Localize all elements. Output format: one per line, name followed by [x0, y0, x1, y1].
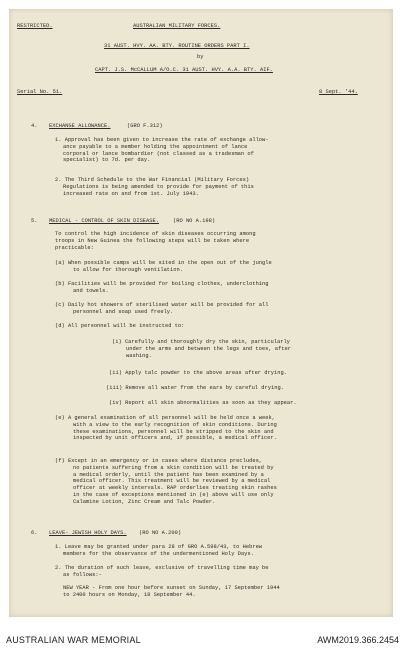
s6-p2-line: as follows:-	[63, 571, 102, 578]
s5-item-f	[55, 458, 277, 506]
order-date: 8 Sept. '44.	[319, 89, 358, 95]
document-page	[9, 9, 393, 617]
section-5-title: MEDICAL - CONTROL OF SKIN DISEASE.	[49, 218, 159, 224]
section-4-title: EXCHANGE ALLOWANCE.	[49, 123, 111, 129]
s5-f-line: a medical orderly, until the patient has been examined by a	[73, 471, 264, 478]
s4-p1-line: corporal or lance bombardier (not classed as a tradesman of	[63, 150, 254, 157]
s6-para-1	[55, 544, 262, 558]
archive-id: AWM2019.366.2454	[317, 635, 399, 645]
s5-f-line: Calamine Lotion, Zinc Cream and Talc Powder.	[73, 498, 216, 505]
s5-c-line: personnel and soap used freely.	[73, 308, 174, 315]
force-title: AUSTRALIAN MILITARY FORCES.	[133, 23, 221, 29]
s5-e-line: inspected by unit officers and, if possible, a medical officer.	[73, 435, 277, 442]
s4-para-2	[55, 177, 254, 197]
s5-f-line: medical officer. This treatment will be reviewed by a medical	[73, 478, 271, 485]
s5-b-line: and towels.	[73, 287, 109, 294]
s5-item-b	[55, 281, 269, 295]
restricted-label: RESTRICTED.	[17, 23, 53, 29]
s5-f-line: no patients suffering from a skin condition will be treated by	[73, 464, 274, 471]
s4-p2-line: Regulations is being amended to provide for payment of this	[63, 183, 254, 190]
s5-f-line: (f) Except in an emergency or in cases where distance precludes,	[55, 458, 263, 464]
s5-e-line: with a view to the early recognition of skin conditions. During	[73, 421, 277, 428]
s5-intro	[55, 231, 256, 251]
s5-e-line: these examinations, personnel will be stripped to the skin and	[73, 428, 274, 435]
section-6-title: LEAVE- JEWISH HOLY DAYS.	[49, 530, 127, 536]
s5-d1-line: washing.	[126, 352, 152, 359]
s6-p1-line: members for the observance of the undermentioned Holy Days.	[63, 550, 254, 557]
s5-item-a	[55, 260, 272, 274]
s5-f-line: officer at weekly intervals. RAP orderlies treating skin rashes	[73, 485, 277, 492]
s5-c-line: (c) Daily hot showers of sterilised water will be provided for all	[55, 302, 269, 308]
s6-new-year	[63, 585, 280, 599]
archive-name: AUSTRALIAN WAR MEMORIAL	[6, 635, 141, 645]
s4-p2-line: increased rate on and from 1st. July 1943.	[63, 190, 199, 197]
officer-line: CAPT. J.S. McCALLUM A/O.C. 31 AUST. HVY. A.A. BTY. AIF.	[95, 67, 273, 73]
s5-d1-line: (i) Carefully and thoroughly dry the skin, particularly	[112, 339, 290, 345]
s5-item-c	[55, 302, 269, 316]
s5-f-line: in the case of exceptions mentioned in (e) above will use only	[73, 491, 274, 498]
s4-p1-line: 1. Approval has been given to increase the rate of exchange allow-	[55, 137, 269, 143]
s5-item-d-i	[112, 339, 291, 359]
section-6-number: 6.	[31, 530, 38, 536]
s6-p2-line: 2. The duration of such leave, exclusive of travelling time may be	[55, 565, 269, 571]
s4-p2-line: 2. The Third Schedule to the War Financial (Military Forces)	[55, 177, 250, 183]
s5-item-e	[55, 415, 277, 442]
s4-p1-line: specialist) to 7d. per day.	[63, 157, 151, 164]
s5-item-d-iii: (iii) Remove all water from the ears by careful drying.	[106, 385, 284, 391]
s5-d1-line: under the arms and between the legs and toes, after	[126, 345, 291, 352]
s4-para-1	[55, 137, 269, 164]
orders-title: 31 AUST. HVY. AA. BTY. ROUTINE ORDERS PART I.	[104, 43, 250, 49]
s6-ny-line: NEW YEAR - From one hour before sunset on Sunday, 17 September 1944	[63, 585, 280, 591]
s5-intro-line: practicable:	[55, 244, 94, 251]
section-5-ref: (RO NO A.198)	[173, 218, 216, 224]
s6-ny-line: to 2400 hours on Monday, 18 September 44.	[63, 591, 196, 598]
section-6-ref: (RO NO A.200)	[139, 530, 182, 536]
s5-item-d: (d) All personnel will be instructed to:	[55, 323, 185, 329]
s5-a-line: (a) When possible camps will be sited in the open out of the jungle	[55, 260, 272, 266]
section-4-ref: (GRO F.312)	[127, 123, 163, 129]
s5-item-d-ii: (ii) Apply talc powder to the above areas after drying.	[109, 370, 287, 376]
s5-e-line: (e) A general examination of all personnel will be held once a week,	[55, 415, 275, 421]
serial-number: Serial No. 51.	[17, 89, 63, 95]
archive-footer	[0, 625, 405, 653]
section-4-number: 4.	[31, 123, 38, 129]
s5-b-line: (b) Facilities will be provided for boiling clothes, underclothing	[55, 281, 269, 287]
s5-intro-line: troops in New Guinea the following steps will be taken where	[55, 237, 250, 244]
s4-p1-line: ance payable to a member holding the appointment of lance	[63, 143, 248, 150]
s5-item-d-iv: (iv) Report all skin abnormalities as soon as they appear.	[109, 400, 297, 406]
by-label: by	[197, 54, 204, 60]
s5-a-line: to allow for thorough ventilation.	[73, 266, 183, 273]
s6-p1-line: 1. Leave may be granted under para 28 of GRO A.598/43, to Hebrew	[55, 544, 263, 550]
section-5-number: 5.	[31, 218, 38, 224]
s6-para-2	[55, 565, 269, 579]
s5-intro-line: To control the high incidence of skin diseases occurring among	[55, 231, 256, 237]
